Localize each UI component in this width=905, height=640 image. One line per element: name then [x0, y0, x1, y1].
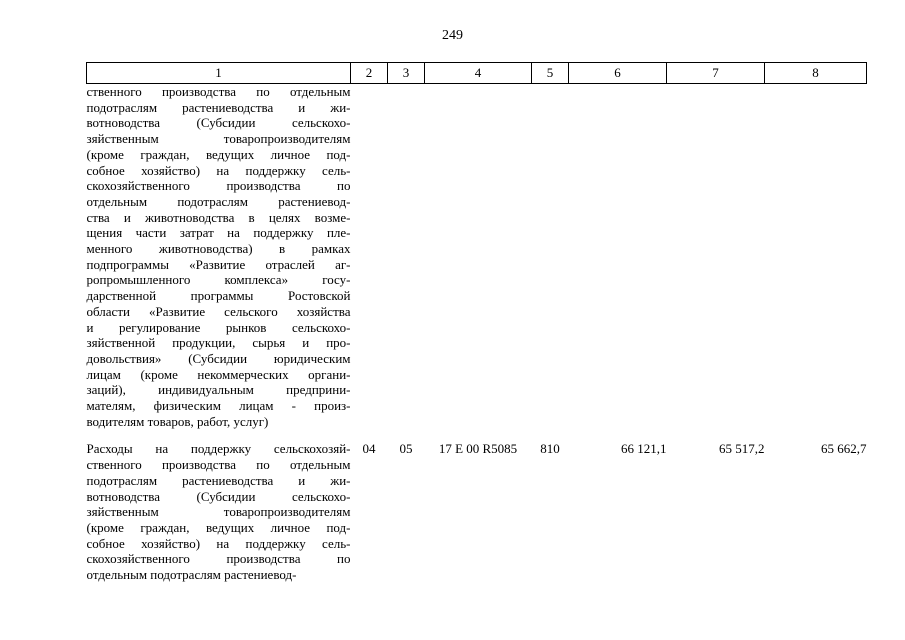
- cell-subsection: 05: [399, 441, 413, 457]
- cell-amount-year-1: 66 121,1: [621, 441, 667, 457]
- description-line: (кроме граждан, ведущих личное под-: [86, 519, 351, 535]
- cell-section: 04: [362, 441, 376, 457]
- cell-amount-year-3: [765, 84, 867, 430]
- description-line: вотноводства (Субсидии сельскохо-: [86, 488, 351, 504]
- column-header-8: 8: [765, 63, 867, 84]
- description-line: зяйственным товаропроизводителям: [86, 504, 351, 520]
- cell-amount-year-2: 65 517,2: [719, 441, 765, 457]
- cell-amount-year-3: 65 662,7: [821, 441, 867, 457]
- description-line: водителям товаров, работ, услуг): [86, 413, 269, 429]
- description-line: Расходы на поддержку сельскохозяй-: [86, 441, 351, 457]
- description-line: менного животноводства) в рамках: [86, 241, 351, 257]
- description-line: скохозяйственного производства по: [86, 178, 351, 194]
- cell-subsection: [388, 84, 425, 430]
- description-line: отдельным подотраслям растениевод-: [86, 567, 297, 583]
- cell-amount-year-1: [569, 84, 667, 430]
- description-line: подотраслям растениеводства и жи-: [86, 99, 351, 115]
- description-line: собное хозяйство) на поддержку сель-: [86, 162, 351, 178]
- cell-target-article: [425, 84, 532, 430]
- column-header-4: 4: [425, 63, 532, 84]
- description-line: подотраслям растениеводства и жи-: [86, 472, 351, 488]
- table-row: [87, 84, 867, 430]
- description-line: ства и животноводства в целях возме-: [86, 209, 351, 225]
- description-line: (кроме граждан, ведущих личное под-: [86, 146, 351, 162]
- description-line: вотноводства (Субсидии сельскохо-: [86, 115, 351, 131]
- row-gap-cell: [87, 429, 867, 441]
- cell-target-article: 17 Е 00 R5085: [438, 441, 518, 457]
- cell-description: [87, 84, 351, 430]
- column-header-6: 6: [569, 63, 667, 84]
- description-line: ропромышленного комплекса» госу-: [86, 272, 351, 288]
- cell-expense-type: [532, 84, 569, 430]
- column-header-3: 3: [388, 63, 425, 84]
- description-line: подпрограммы «Развитие отраслей аг-: [86, 256, 351, 272]
- description-line: лицам (кроме некоммерческих органи-: [86, 366, 351, 382]
- cell-amount-year-2: [667, 84, 765, 430]
- description-line: ственного производства по отдельным: [86, 457, 351, 473]
- budget-table: [86, 62, 867, 583]
- description-line: мателям, физическим лицам - произ-: [86, 398, 351, 414]
- description-line: отдельным подотраслям растениевод-: [86, 193, 351, 209]
- column-header-2: 2: [351, 63, 388, 84]
- description-line: и регулирование рынков сельскохо-: [86, 319, 351, 335]
- description-line: дарственной программы Ростовской: [86, 288, 351, 304]
- description-line: скохозяйственного производства по: [86, 551, 351, 567]
- header-row: [87, 63, 867, 84]
- description-line: довольствия» (Субсидии юридическим: [86, 350, 351, 366]
- column-header-7: 7: [667, 63, 765, 84]
- column-header-1: 1: [87, 63, 351, 84]
- description-line: области «Развитие сельского хозяйства: [86, 303, 351, 319]
- description-line: собное хозяйство) на поддержку сель-: [86, 535, 351, 551]
- cell-description: [87, 441, 351, 582]
- description-line: зяйственной продукции, сырья и про-: [86, 335, 351, 351]
- cell-expense-type: 810: [540, 441, 560, 457]
- description-line: ственного производства по отдельным: [86, 84, 351, 99]
- column-header-5: 5: [532, 63, 569, 84]
- table-row: [87, 441, 867, 582]
- row-gap: [87, 429, 867, 441]
- cell-section: [351, 84, 388, 430]
- table-body: [87, 84, 867, 583]
- description-line: заций), индивидуальным предприни-: [86, 382, 351, 398]
- description-line: щения части затрат на поддержку пле-: [86, 225, 351, 241]
- description-line: зяйственным товаропроизводителям: [86, 131, 351, 147]
- page-number: 249: [442, 28, 463, 43]
